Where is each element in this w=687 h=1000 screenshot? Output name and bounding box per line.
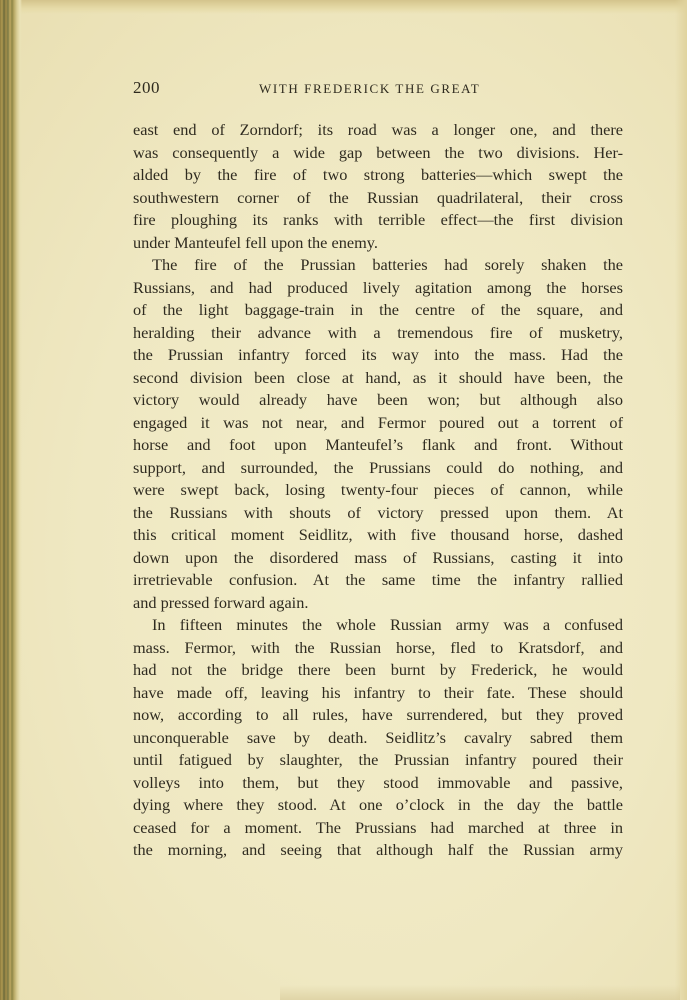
text-line: fire ploughing its ranks with terrible effect—the first division <box>133 210 623 229</box>
text-line: ceased for a moment. The Prussians had marched at three in <box>133 817 623 837</box>
text-line: have made off, leaving his infantry to their fate. These should <box>133 682 623 702</box>
text-line: In fifteen minutes the whole Russian army was a confused <box>152 615 623 634</box>
text-line: dying where they stood. At one o’clock in the day the battle <box>133 795 623 814</box>
text-line: was consequently a wide gap between the two divisions. Her- <box>133 142 623 162</box>
paper-stain <box>280 985 680 1000</box>
text-line: horse and foot upon Manteufel’s flank and front. Without <box>133 435 623 454</box>
text-line: until fatigued by slaughter, the Prussian infantry poured their <box>133 750 623 769</box>
text-line: this critical moment Seidlitz, with five thousand horse, dashed <box>133 525 623 544</box>
text-line: engaged it was not near, and Fermor poured out a torrent of <box>133 412 623 432</box>
page-right-edge <box>675 0 687 1000</box>
text-line: Russians, and had produced lively agitation among the horses <box>133 277 623 297</box>
text-line: now, according to all rules, have surrendered, but they proved <box>133 705 623 724</box>
text-line: The fire of the Prussian batteries had sorely shaken the <box>152 255 623 274</box>
page-top-edge <box>0 0 687 14</box>
text-line: under Manteufel fell upon the enemy. <box>133 232 378 252</box>
text-line: east end of Zorndorf; its road was a longer one, and there <box>133 120 623 139</box>
text-line: down upon the disordered mass of Russians, casting it into <box>133 547 623 567</box>
text-line: volleys into them, but they stood immovable and passive, <box>133 772 623 792</box>
text-line: unconquerable save by death. Seidlitz’s cavalry sabred them <box>133 727 623 747</box>
text-line: the Prussian infantry forced its way into the mass. Had the <box>133 345 623 364</box>
text-line: of the light baggage-train in the centre of the square, and <box>133 300 623 319</box>
body-text <box>133 119 623 862</box>
running-title: WITH FREDERICK THE GREAT <box>259 81 481 96</box>
text-line: the Russians with shouts of victory pressed upon them. At <box>133 502 623 522</box>
text-line: the morning, and seeing that although half the Russian army <box>133 840 623 859</box>
book-spine-gutter <box>0 0 22 1000</box>
text-line: southwestern corner of the Russian quadrilateral, their cross <box>133 187 623 207</box>
page-number: 200 <box>133 78 160 97</box>
text-line: victory would already have been won; but although also <box>133 390 623 409</box>
text-line: mass. Fermor, with the Russian horse, fled to Kratsdorf, and <box>133 637 623 657</box>
text-line: were swept back, losing twenty-four pieces of cannon, while <box>133 480 623 499</box>
text-line: support, and surrounded, the Prussians could do nothing, and <box>133 457 623 477</box>
text-line: second division been close at hand, as it should have been, the <box>133 367 623 387</box>
text-line: heralding their advance with a tremendous fire of musketry, <box>133 322 623 342</box>
text-line: irretrievable confusion. At the same time the infantry rallied <box>133 570 623 589</box>
running-header <box>133 78 623 102</box>
text-line: alded by the fire of two strong batteries—which swept the <box>133 165 623 184</box>
text-line: had not the bridge there been burnt by Frederick, he would <box>133 660 623 679</box>
text-line: and pressed forward again. <box>133 592 309 612</box>
